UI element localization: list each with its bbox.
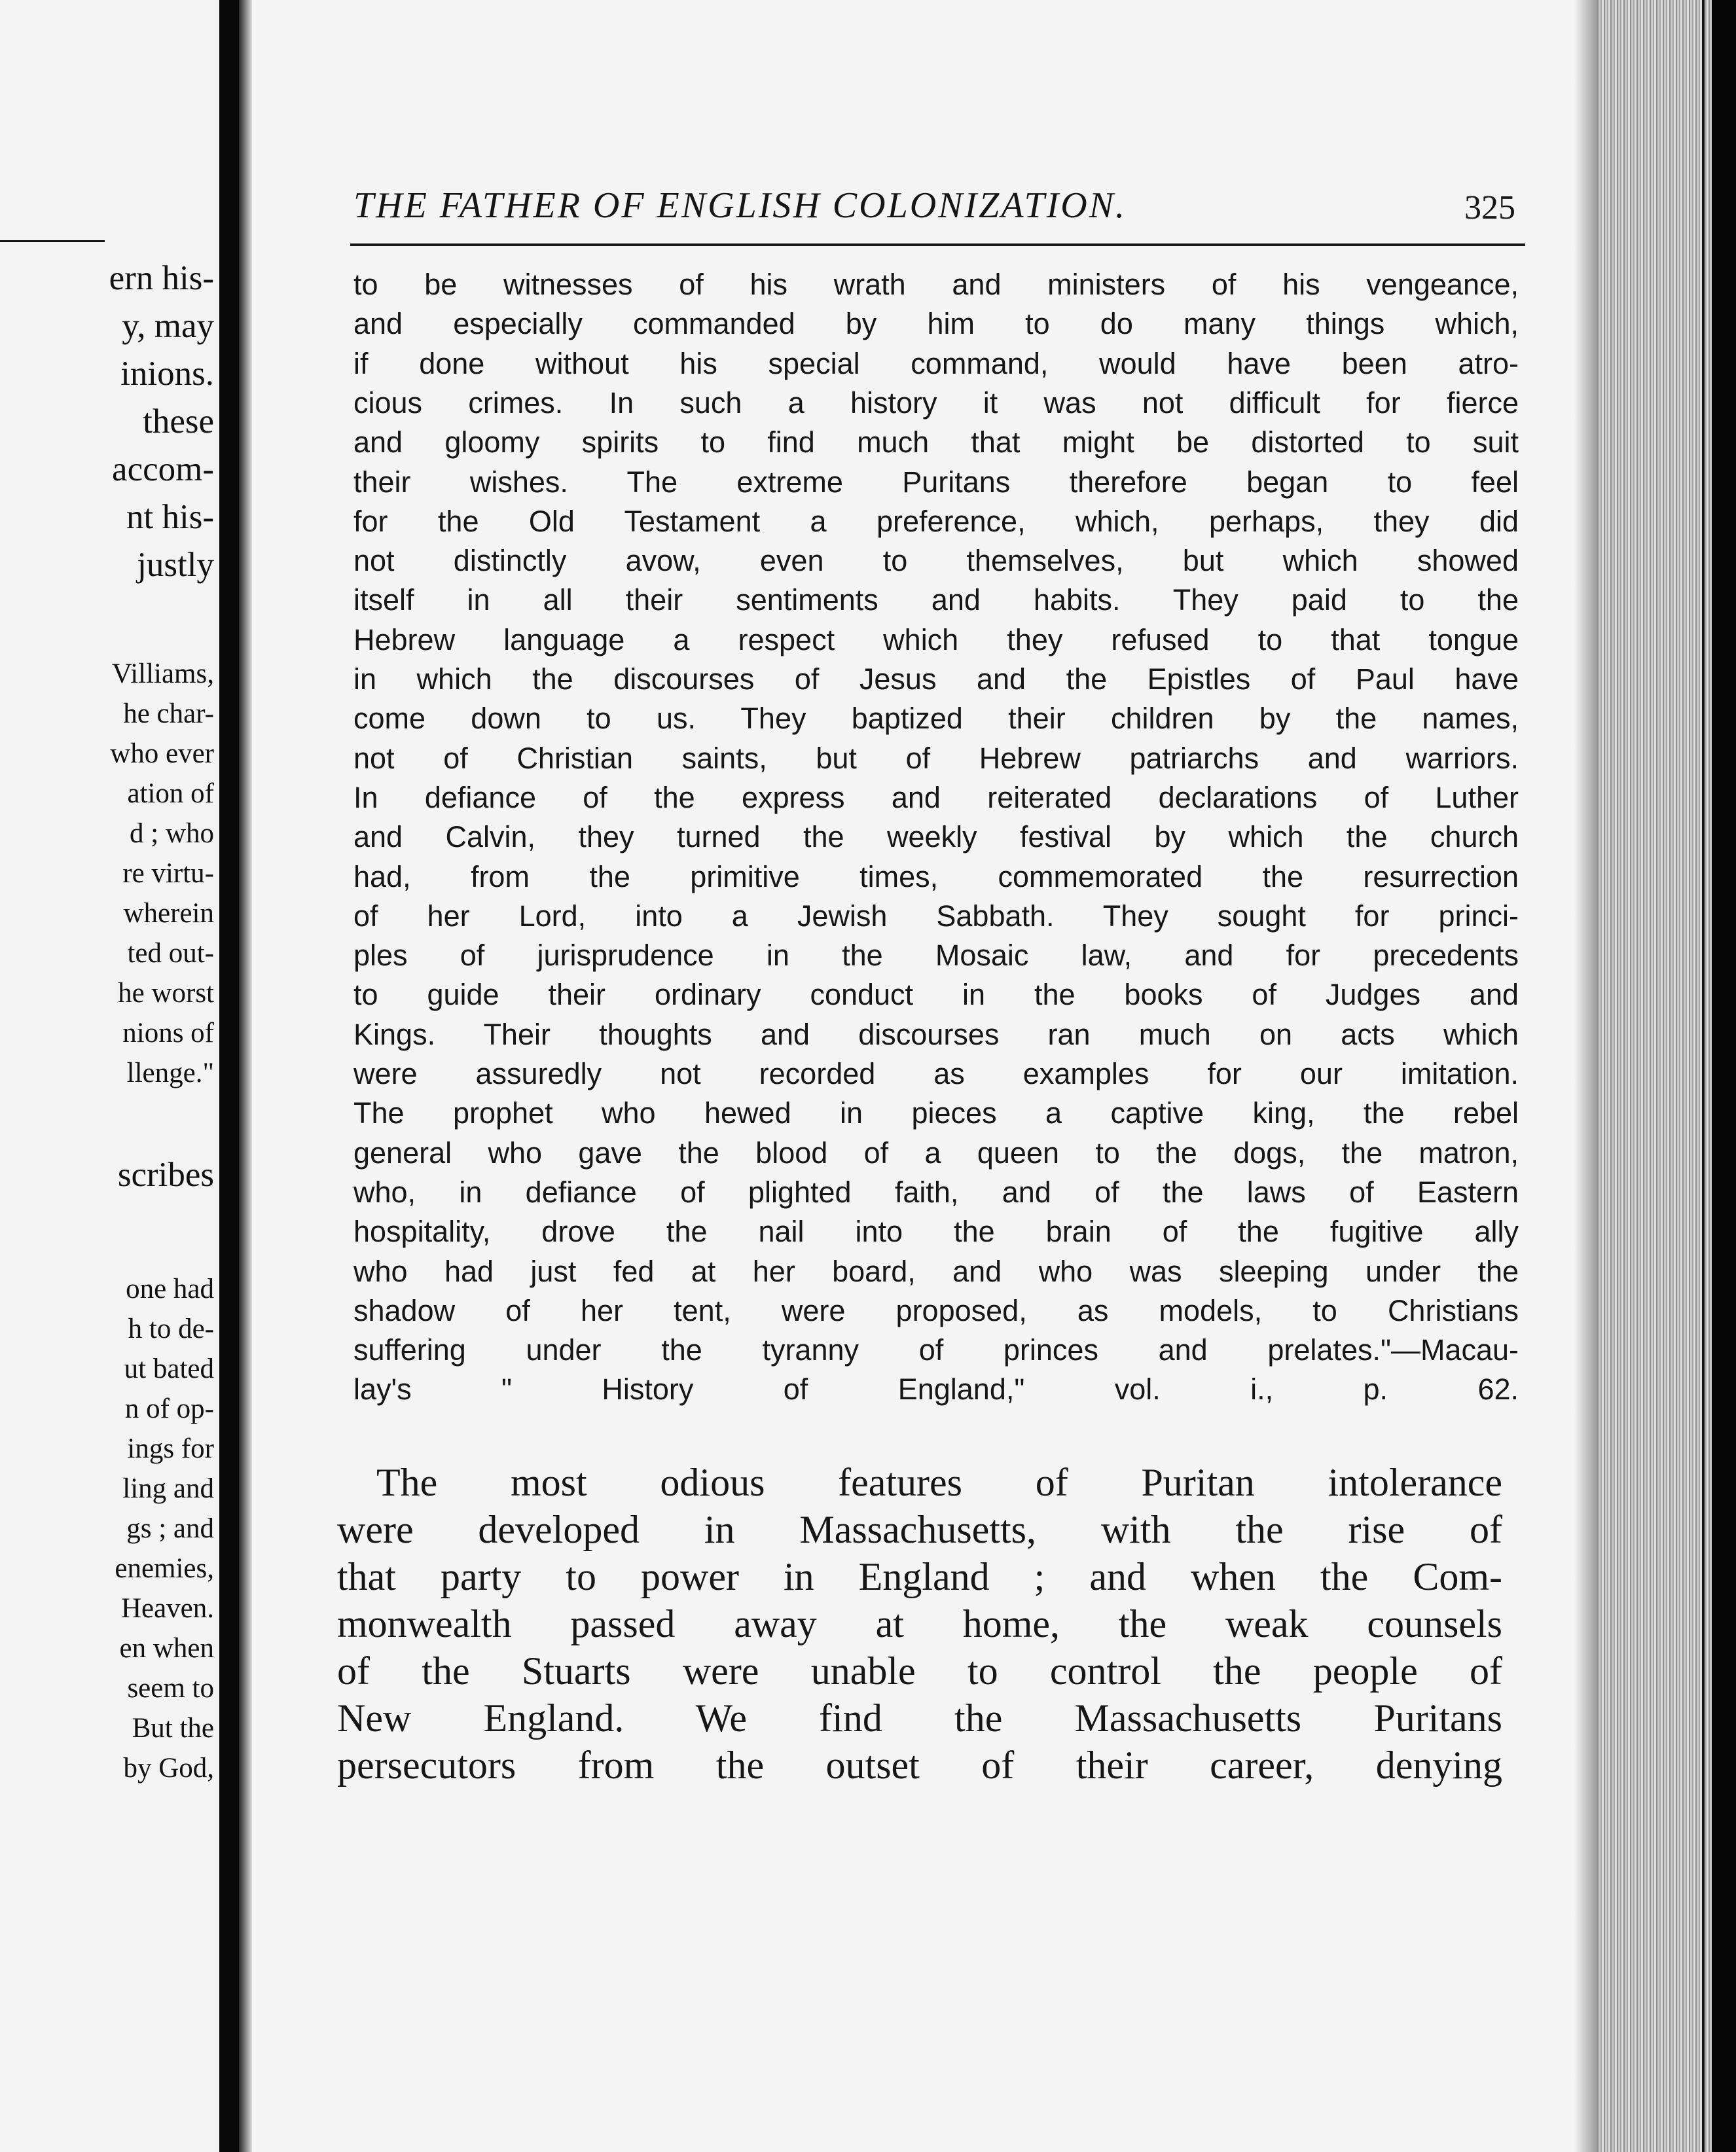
previous-page-line: But the <box>132 1713 214 1744</box>
previous-page-line: nions of <box>122 1018 214 1049</box>
quote-line: in which the discourses of Jesus and the Epistles of Paul have <box>353 662 1519 696</box>
quote-line: suffering under the tyranny of princes and prelates."—Macau- <box>353 1333 1519 1367</box>
quote-line: their wishes. The extreme Puritans therefore began to feel <box>353 465 1519 499</box>
quote-line: if done without his special command, would have been atro- <box>353 346 1519 380</box>
quote-line: Kings. Their thoughts and discourses ran much on acts which <box>353 1017 1519 1051</box>
page-stack-edges <box>1597 0 1712 2152</box>
previous-page-line: seem to <box>127 1673 214 1704</box>
quote-line: and Calvin, they turned the weekly festival by which the church <box>353 820 1519 854</box>
previous-page-line: these <box>143 403 214 440</box>
book-cover-edge <box>1712 0 1736 2152</box>
quote-line: to be witnesses of his wrath and ministers of his vengeance, <box>353 268 1519 301</box>
quote-line: for the Old Testament a preference, which, perhaps, they did <box>353 504 1519 538</box>
quote-line: not of Christian saints, but of Hebrew patriarchs and warriors. <box>353 741 1519 775</box>
quote-line: who, in defiance of plighted faith, and of the laws of Eastern <box>353 1175 1519 1209</box>
quote-line: ples of jurisprudence in the Mosaic law, and for precedents <box>353 939 1519 973</box>
previous-page-line: wherein <box>123 898 214 929</box>
previous-page-line: n of op- <box>124 1393 214 1424</box>
previous-page-line: nt his- <box>126 498 214 536</box>
body-text-line: monwealth passed away at home, the weak counsels <box>337 1602 1502 1645</box>
quote-line: of her Lord, into a Jewish Sabbath. They sought for princi- <box>353 899 1519 933</box>
body-text-line: persecutors from the outset of their career, denying <box>337 1744 1502 1787</box>
quote-line: hospitality, drove the nail into the brain of the fugitive ally <box>353 1215 1519 1249</box>
previous-page-line: enemies, <box>115 1553 214 1584</box>
previous-page-line: accom- <box>112 450 214 488</box>
header-rule <box>350 243 1525 246</box>
running-title: THE FATHER OF ENGLISH COLONIZATION. <box>353 185 1127 226</box>
body-text-line: that party to power in England ; and when the Com- <box>337 1555 1502 1598</box>
body-text-line: of the Stuarts were unable to control the people of <box>337 1649 1502 1693</box>
previous-page-line: by God, <box>123 1753 214 1784</box>
previous-page-line: one had <box>126 1274 214 1304</box>
previous-page-line: he worst <box>118 978 214 1009</box>
previous-page-line: scribes <box>117 1156 214 1194</box>
book-page <box>252 0 1574 2152</box>
quote-line: come down to us. They baptized their children by the names, <box>353 702 1519 736</box>
previous-page-line: justly <box>137 546 214 584</box>
page-number: 325 <box>1464 189 1515 226</box>
binding-shadow <box>239 0 252 2152</box>
quote-line: had, from the primitive times, commemorated the resurrection <box>353 859 1519 893</box>
body-text-line: New England. We find the Massachusetts Puritans <box>337 1696 1502 1740</box>
body-text-line: were developed in Massachusetts, with the rise of <box>337 1508 1502 1551</box>
quote-line: and especially commanded by him to do many things which, <box>353 307 1519 341</box>
quote-line: were assuredly not recorded as examples for our imitation. <box>353 1057 1519 1090</box>
previous-page-line: ted out- <box>127 938 214 969</box>
previous-page-line: ern his- <box>109 259 214 297</box>
quote-line: general who gave the blood of a queen to the dogs, the matron, <box>353 1136 1519 1170</box>
quote-line: to guide their ordinary conduct in the books of Judges and <box>353 978 1519 1012</box>
quote-line: The prophet who hewed in pieces a captive king, the rebel <box>353 1096 1519 1130</box>
cover-edge-line <box>1702 0 1705 2152</box>
previous-page-line: Heaven. <box>120 1593 214 1624</box>
quote-line: and gloomy spirits to find much that might be distorted to suit <box>353 425 1519 459</box>
previous-page-line: y, may <box>122 307 214 345</box>
previous-page-line: ut bated <box>124 1354 214 1384</box>
previous-page-line: inions. <box>120 355 214 393</box>
quote-line: itself in all their sentiments and habits. They paid to the <box>353 583 1519 617</box>
quote-line: not distinctly avow, even to themselves, but which showed <box>353 544 1519 578</box>
previous-page-line: ation of <box>127 778 214 809</box>
previous-page-line: ling and <box>122 1473 214 1504</box>
previous-page-line: gs ; and <box>126 1513 214 1544</box>
binding-gutter <box>219 0 239 2152</box>
previous-page-line: ings for <box>127 1433 214 1464</box>
quote-line: shadow of her tent, were proposed, as models, to Christians <box>353 1293 1519 1327</box>
previous-page-line: who ever <box>110 738 214 769</box>
quote-line: In defiance of the express and reiterated declarations of Luther <box>353 780 1519 814</box>
quote-line: lay's " History of England," vol. i., p. 62. <box>353 1372 1519 1407</box>
quote-line: cious crimes. In such a history it was not difficult for fierce <box>353 386 1519 420</box>
page-edge-shadow <box>1574 0 1597 2152</box>
body-text-line: The most odious features of Puritan intolerance <box>376 1461 1502 1504</box>
previous-page-fragment <box>0 0 219 2152</box>
previous-page-line: re virtu- <box>122 858 214 889</box>
previous-page-line: llenge." <box>126 1058 214 1088</box>
previous-page-line: en when <box>119 1633 214 1664</box>
previous-page-rule <box>0 240 105 242</box>
previous-page-line: d ; who <box>130 818 214 849</box>
previous-page-line: Villiams, <box>111 658 214 689</box>
previous-page-line: h to de- <box>128 1314 214 1344</box>
quote-line: who had just fed at her board, and who was sleeping under the <box>353 1254 1519 1288</box>
previous-page-line: he char- <box>123 698 214 729</box>
quote-line: Hebrew language a respect which they refused to that tongue <box>353 622 1519 656</box>
page-header <box>353 185 1519 243</box>
